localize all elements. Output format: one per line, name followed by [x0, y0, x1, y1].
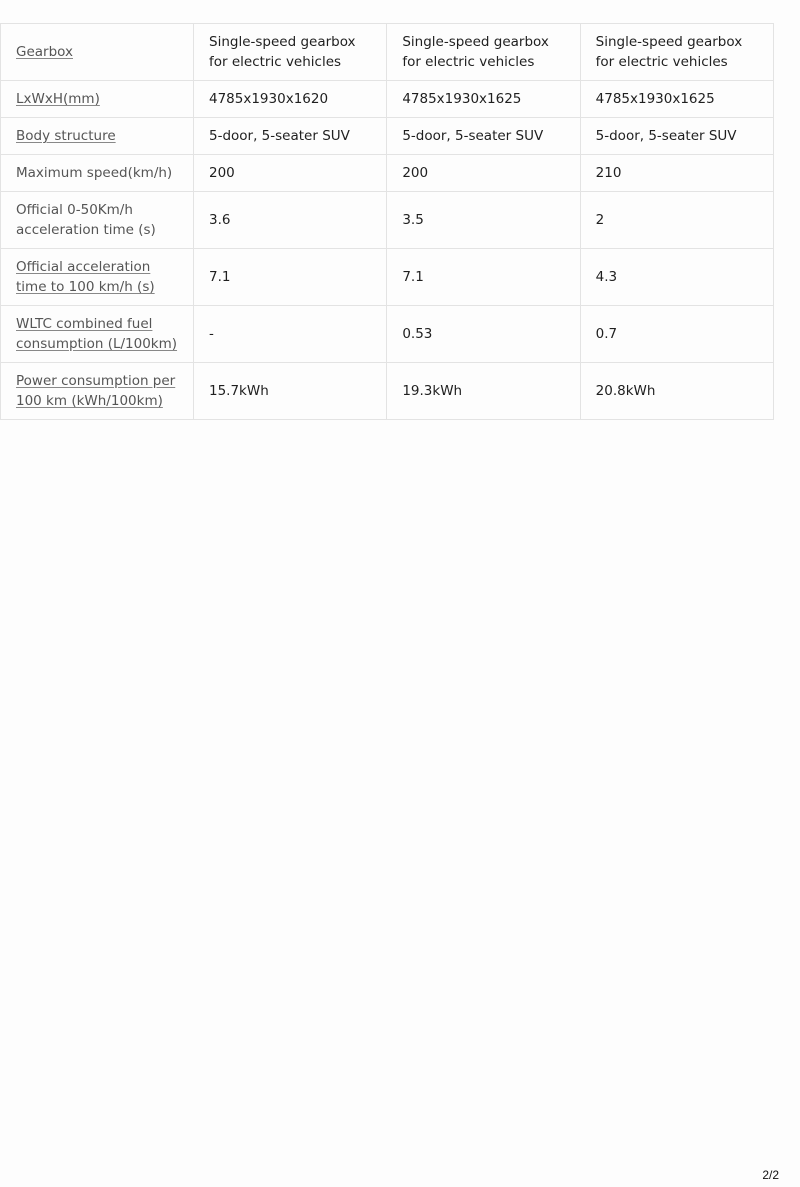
table-row-power-consumption — [1, 363, 774, 420]
table-row-gearbox — [1, 24, 774, 81]
spec-comparison-table — [0, 23, 774, 420]
value-cell: 4785x1930x1625 — [580, 81, 773, 118]
value-cell: - — [194, 306, 387, 363]
page-number: 2/2 — [762, 1168, 779, 1182]
value-cell: 19.3kWh — [387, 363, 580, 420]
row-label-link-acceleration-0-100[interactable]: Official acceleration time to 100 km/h (s) — [16, 259, 155, 295]
row-label-link-wltc-fuel[interactable]: WLTC combined fuel consumption (L/100km) — [16, 316, 178, 352]
row-label-cell[interactable] — [1, 81, 194, 118]
table-row-acceleration-0-100 — [1, 249, 774, 306]
table-row-max-speed — [1, 155, 774, 192]
row-label-cell — [1, 192, 194, 249]
row-label-cell — [1, 155, 194, 192]
value-cell: 0.7 — [580, 306, 773, 363]
value-cell: Single-speed gearbox for electric vehicles — [194, 24, 387, 81]
row-label-cell[interactable] — [1, 306, 194, 363]
row-label-link-gearbox[interactable]: Gearbox — [16, 44, 73, 60]
value-cell: 2 — [580, 192, 773, 249]
value-cell: 20.8kWh — [580, 363, 773, 420]
value-cell: 3.5 — [387, 192, 580, 249]
value-cell: 7.1 — [387, 249, 580, 306]
value-cell: 200 — [387, 155, 580, 192]
row-label-cell[interactable] — [1, 363, 194, 420]
value-cell: Single-speed gearbox for electric vehicles — [580, 24, 773, 81]
value-cell: 7.1 — [194, 249, 387, 306]
value-cell: 4785x1930x1620 — [194, 81, 387, 118]
value-cell: 200 — [194, 155, 387, 192]
value-cell: 15.7kWh — [194, 363, 387, 420]
table-row-dimensions — [1, 81, 774, 118]
row-label-cell[interactable] — [1, 249, 194, 306]
table-row-acceleration-0-50 — [1, 192, 774, 249]
table-row-wltc-fuel — [1, 306, 774, 363]
value-cell: 3.6 — [194, 192, 387, 249]
value-cell: 4785x1930x1625 — [387, 81, 580, 118]
value-cell: 0.53 — [387, 306, 580, 363]
row-label-max-speed: Maximum speed(km/h) — [16, 165, 173, 181]
value-cell: Single-speed gearbox for electric vehicles — [387, 24, 580, 81]
value-cell: 5-door, 5-seater SUV — [580, 118, 773, 155]
row-label-link-power-consumption[interactable]: Power consumption per 100 km (kWh/100km) — [16, 373, 176, 409]
value-cell: 5-door, 5-seater SUV — [387, 118, 580, 155]
value-cell: 210 — [580, 155, 773, 192]
row-label-cell[interactable] — [1, 118, 194, 155]
value-cell: 5-door, 5-seater SUV — [194, 118, 387, 155]
row-label-link-body-structure[interactable]: Body structure — [16, 128, 116, 144]
table-row-body-structure — [1, 118, 774, 155]
row-label-acceleration-0-50: Official 0-50Km/h acceleration time (s) — [16, 202, 156, 238]
row-label-link-dimensions[interactable]: LxWxH(mm) — [16, 91, 100, 107]
row-label-cell[interactable] — [1, 24, 194, 81]
value-cell: 4.3 — [580, 249, 773, 306]
